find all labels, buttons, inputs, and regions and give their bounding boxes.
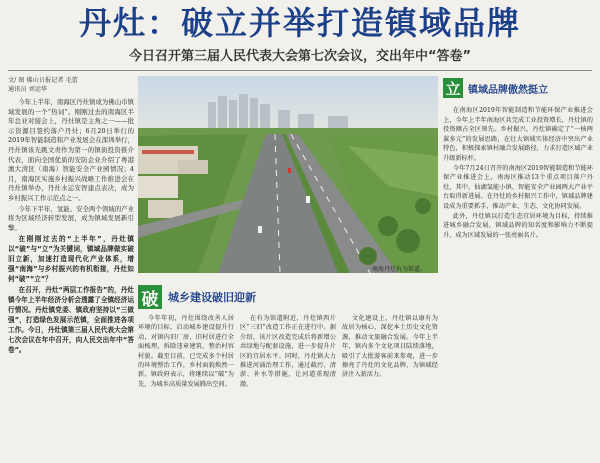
- bottom-paragraph: 文化建设上，丹灶镇以康有为故居为核心，深挖本土历史文化资源，推动文旅融合发展。今年上半年，镇内多个文化项目陆续落地，吸引了大批游客前来参观，进一步擦亮了丹灶的文化品牌，为镇域经济注入新活力。: [342, 315, 438, 379]
- bottom-column: [138, 314, 234, 460]
- section-title-li: 镇域品牌傲然挺立: [468, 84, 548, 96]
- right-paragraph: 此外，丹灶镇以打造生态宜居环境为目标，持续推进城乡融合发展，镇域品牌的知名度和影响力不断提升，成为区域发展的一张亮丽名片。: [443, 212, 593, 239]
- left-paragraph: 今年上半年，南海区丹灶镇成为佛山市镇域发展的一个“热词”。刚刚过去的南海区半年总业对接会上，丹灶镇是主角之一——批示资源目签约落户丹灶；6月20日举行的2019年智能制造和产业发展会在深圳举行，丹灶镇该光跳文责作为第一的镇街投资推介代表，面向全国优质的安防企业介绍了粤港澳大湾区（南海）智能安全产业园情况；4月，南海区实施乡村振兴战略工作推进会在丹灶镇举办，丹灶水运安智建点表决，成为乡村振兴工作示范点之一。: [8, 98, 134, 202]
- header-divider: [8, 70, 592, 71]
- bottom-column: [342, 314, 438, 460]
- left-column: [8, 76, 134, 456]
- left-paragraph: 今年下半年，氢能、安全两个领域的产业将为区域经济转型发展，成为镇域发展新引擎。: [8, 204, 134, 232]
- subheadline: 今日召开第三届人民代表大会第七次会议，交出年中“答卷”: [128, 49, 472, 64]
- aerial-road-illustration: [138, 76, 438, 273]
- aerial-photo: [138, 76, 438, 273]
- bottom-columns: [138, 314, 438, 460]
- byline: [8, 76, 134, 94]
- right-paragraph: 在南海区2019年智能制造和节能环保产业推进会上，今年上半年南海区共完成工业投资增长，丹灶镇的投资额占全区领先。乡村振兴，丹灶镇确定了“一核两翼多元”的发展思路，在壮大镇域实体经济中突出产业特色，积极探索镇村融合发展路径，力求打造区域产业升级新标杆。: [443, 107, 593, 162]
- photo-caption: 南海丹灶有为馆道。: [372, 266, 427, 273]
- section-title-po: 城乡建设破旧迎新: [168, 291, 256, 304]
- byline-author: 文/ 图 佛山日报记者 毛蕾: [8, 77, 78, 84]
- left-paragraph-bold: 在召开，丹灶“两层工作报告”的，丹灶镇今年上半年经济分析会透露了全镇经济运行情况。丹灶镇党委、镇政府坚持以“三做强”，打造绿色发展示范镇，全面推进各项工作。今日，丹灶镇第三届人民代表大会第七次会议在年中召开，向人民交出年中“答卷”。: [8, 286, 134, 355]
- byline-correspondent: 通讯员 刘运华: [8, 86, 48, 93]
- right-column: [443, 76, 593, 456]
- bottom-paragraph: 在有为馆道附近，丹灶镇西片区“三旧”改造工作正在进行中。据介绍，该片区改造完成后将新增公共绿地与配套设施，进一步提升片区的宜居水平。同时，丹灶镇大力推进河涌治理工作，通过截污、清淤、补水等措施，让河道重现清澈。: [240, 315, 336, 388]
- right-paragraph: 今年7月24日召开的南海区2019智能制造和节能环保产业推进会上，南海区推动13个重点项目落户丹灶，其中，仙湖氢能小镇、智能安全产业园两大产业平台取得新进展。在丹灶的乡村振兴工作中，镇域品牌建设成为重要抓手，推动产业、生态、文化协同发展。: [443, 164, 593, 210]
- bottom-paragraph: 今年年初，丹灶围绕改善人居环境的目标，启动城乡建设提升行动，对镇内旧厂房、旧村居进行全面梳理，拆除违章建筑，整治村容村貌。截至目前，已完成多个村居的环境整治工作，乡村面貌焕然一新。镇政府表示，将继续以“破”为先，为城乡高质量发展腾出空间。: [138, 315, 234, 388]
- headline: 丹灶：破立并举打造镇域品牌: [78, 4, 521, 42]
- bottom-column: [240, 314, 336, 460]
- section-badge-po: 破: [138, 285, 162, 309]
- section-header-po: [138, 282, 438, 312]
- left-paragraph-bold: 在刚刚过去的“上半年”，丹灶镇以“破”与“立”为关键词，镇域品牌做实破旧立新，加速打造现代化产业体系，增强“南海”与乡村振兴的有机衔接，丹灶如何“破”“立”？: [8, 235, 134, 284]
- section-badge-li: 立: [443, 78, 463, 98]
- section-header-li: [443, 76, 593, 100]
